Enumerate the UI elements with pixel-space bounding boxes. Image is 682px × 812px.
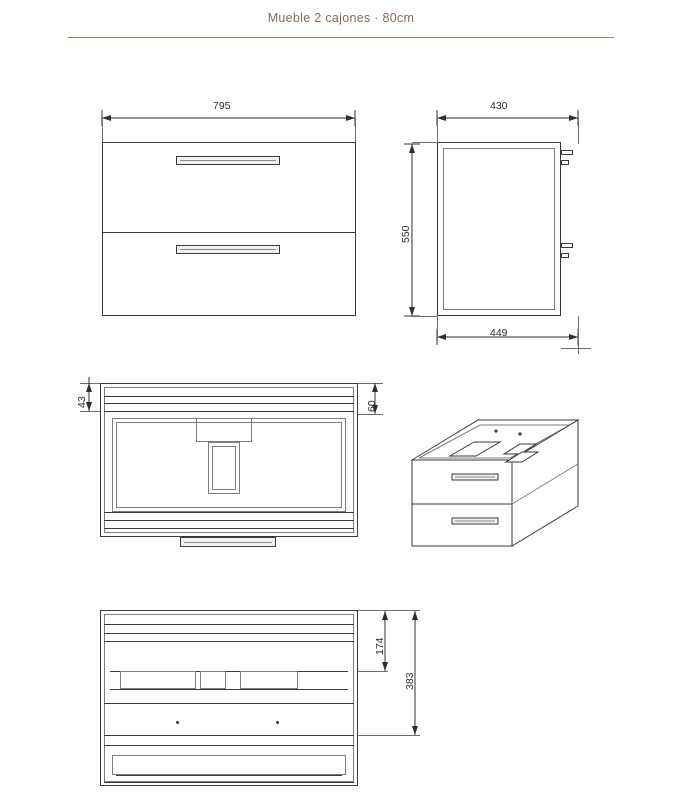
bottom-shelf-line-lower [110, 689, 348, 690]
side-height-label: 550 [400, 225, 412, 243]
side-ext-line-top-left [437, 118, 438, 144]
bottom-edge-1 [104, 624, 354, 625]
bottom-band-top [104, 703, 354, 704]
side-cabinet-inner [443, 148, 555, 310]
side-ext-line-bottom-left [437, 316, 438, 340]
header-divider [68, 37, 614, 38]
bottom-174-label: 174 [374, 637, 386, 655]
bottom-cutout-right [240, 671, 298, 689]
top-rear-edge-1 [104, 512, 354, 513]
bottom-dot-left [176, 721, 179, 724]
bottom-lower-edge-2 [116, 775, 342, 776]
bottom-lower-edge-3 [104, 782, 354, 783]
top-front-edge-2 [104, 403, 354, 404]
top-rear-edge-3 [104, 528, 354, 529]
bottom-383-label: 383 [404, 672, 416, 690]
bottom-cutout-center [200, 671, 226, 689]
top-right-small-label: 60 [366, 400, 378, 412]
side-depth-top-label: 430 [490, 100, 508, 112]
bottom-band-bottom [104, 735, 354, 736]
side-ext-line-top-right [578, 118, 579, 144]
front-handle-top-groove [180, 160, 276, 161]
side-ext-line-height-top [412, 142, 438, 143]
top-rear-edge-2 [104, 520, 354, 521]
side-depth-bottom-dimension [430, 325, 590, 349]
front-cabinet-outline [102, 142, 356, 316]
bracket-top-inner [561, 160, 569, 165]
bracket-bottom-outer [561, 243, 573, 248]
bottom-ext-383-top [358, 610, 420, 611]
bottom-cutout-left [120, 671, 196, 689]
top-front-edge-3 [104, 411, 354, 412]
front-drawer-divider [102, 232, 356, 233]
page-header [0, 0, 682, 42]
side-depth-bottom-label: 449 [490, 327, 508, 339]
front-handle-bottom-groove [180, 249, 276, 250]
front-ext-line-left [102, 118, 103, 144]
page-title: Mueble 2 cajones · 80cm [267, 11, 415, 25]
top-handle-groove [184, 542, 272, 543]
top-front-edge-1 [104, 396, 354, 397]
bracket-bottom-inner [561, 253, 569, 258]
bottom-edge-2 [104, 633, 354, 634]
front-ext-line-right [355, 118, 356, 144]
top-siphon-cutout-inner [212, 446, 236, 490]
bracket-top-outer [561, 150, 573, 155]
side-depth-top-dimension [430, 100, 590, 130]
bottom-lower-edge-1 [104, 745, 354, 746]
bottom-dot-right [276, 721, 279, 724]
bottom-edge-3 [104, 641, 354, 642]
side-ext-line-bottom-tail [561, 348, 591, 349]
side-ext-line-height-bottom [412, 316, 438, 317]
top-center-panel [196, 418, 252, 442]
top-left-small-label: 43 [76, 396, 88, 408]
bottom-lower-drawer [112, 755, 346, 775]
isometric-cabinet [400, 398, 590, 588]
front-width-label: 795 [213, 100, 231, 112]
